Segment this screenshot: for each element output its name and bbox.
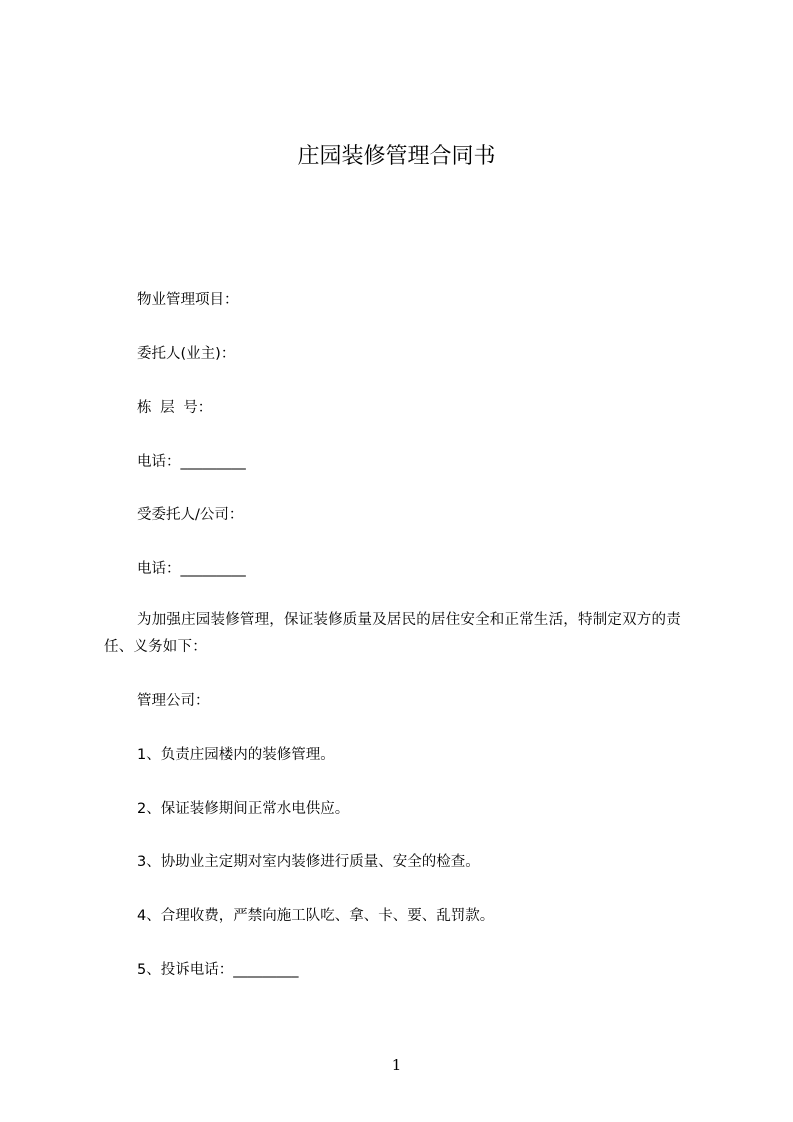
- field-building-floor-unit: 栋 层 号：: [137, 400, 213, 416]
- document-title: 庄园装修管理合同书: [297, 144, 496, 169]
- list-item: 3、协助业主定期对室内装修进行质量、安全的检查。: [137, 854, 480, 870]
- list-item: 1、负责庄园楼内的装修管理。: [137, 747, 335, 763]
- field-property-project: 物业管理项目：: [137, 292, 239, 308]
- list-item: 5、投诉电话：_________: [137, 962, 299, 978]
- intro-paragraph: 为加强庄园装修管理，保证装修质量及居民的居住安全和正常生活，特制定双方的责任、义务如下：: [104, 612, 681, 655]
- field-client-owner: 委托人(业主)：: [137, 346, 236, 362]
- list-item: 2、保证装修期间正常水电供应。: [137, 801, 350, 817]
- section-heading-management-company: 管理公司：: [137, 693, 210, 709]
- field-contractor-phone: 电话：_________: [137, 561, 246, 577]
- field-contractor-company: 受委托人/公司：: [137, 507, 244, 523]
- field-client-phone: 电话：_________: [137, 454, 246, 470]
- list-item: 4、合理收费，严禁向施工队吃、拿、卡、要、乱罚款。: [137, 908, 495, 924]
- page-number: 1: [391, 1056, 402, 1074]
